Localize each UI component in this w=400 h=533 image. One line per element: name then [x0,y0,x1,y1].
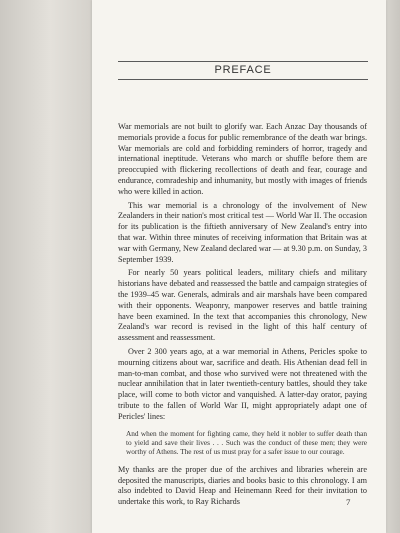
paragraph-4: Over 2 300 years ago, at a war memorial in Athens, Pericles spoke to mourning citizens about war, sacrifice and death. His Athenian dead fell in man-to-man combat, and those who survived were not threatened with the nuclear annihilation that in later twentieth-century battles, should they take place, will come to both victor and vanquished. A latter-day orator, paying tribute to the fallen of World War II, might appropriately adapt one of Pericles' lines: [118,346,367,421]
page-number: 7 [346,497,351,507]
paragraph-1: War memorials are not built to glorify war. Each Anzac Day thousands of memorials provide a focus for public remembrance of the death war brings. War memorials are cold and forbidding reminders of horror, tragedy and international ineptitude. Veterans who march or shuffle before them are preoccupied with flickering recollections of death and fear, courage and endurance, comradeship and inhumanity, but mostly with images of friends who were killed in action. [118,122,367,196]
page-title: PREFACE [214,64,272,76]
preface-text [118,122,367,508]
paragraph-3: For nearly 50 years political leaders, military chiefs and military historians have debated and reassessed the battle and campaign strategies of the 1939–45 war. Generals, admirals and air marshals have been compared with their opponents. Weaponry, manpower reserves and battle training have been examined. In the text that accompanies this chronology, New Zealand's war record is revised in the light of this half century of assessment and reassessment. [118,268,367,343]
closing-paragraph: My thanks are the proper due of the archives and libraries wherein are deposited the manuscripts, diaries and books basic to this chronology. I am also indebted to David Heap and Heinemann Reed for their invitation to undertake this work, to Ray Richards [118,464,367,507]
preface-heading [118,59,368,83]
paragraph-2: This war memorial is a chronology of the involvement of New Zealanders in their nation's most critical test — World War II. The occasion for its publication is the fiftieth anniversary of New Zealand's entry into that war. Within three minutes of receiving information that Britain was at war with Germany, New Zealand declared war — at 9.30 p.m. on Sunday, 3 September 1939. [118,200,367,264]
pericles-quote: And when the moment for fighting came, they held it nobler to suffer death than to yield and save their lives . . . Such was the conduct of these men; they were worthy of Athens. The rest of us must pray for a safer issue to our courage. [126,428,367,457]
heading-top-rule [118,61,368,62]
heading-bottom-rule [118,79,368,80]
book-left-edge [0,0,92,533]
book-right-edge [386,0,400,533]
